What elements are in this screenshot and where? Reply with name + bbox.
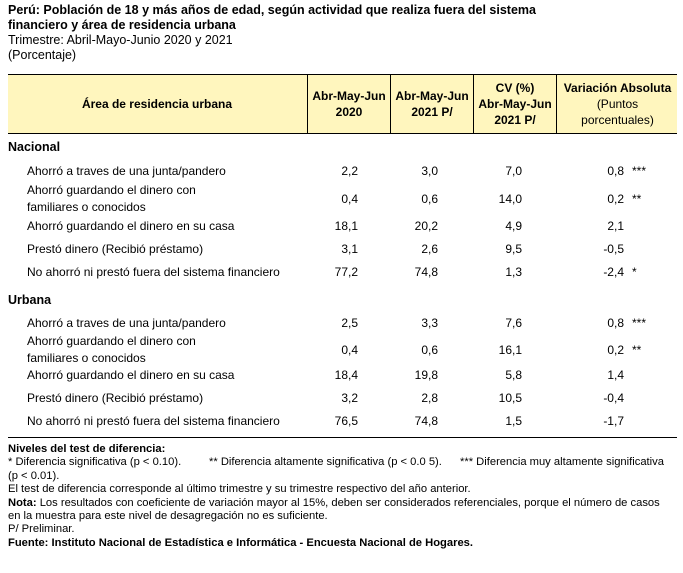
cell-cv: 10,5 [498, 391, 522, 405]
levels-title: Niveles del test de diferencia: [8, 443, 166, 455]
header-col-cv-line2: Abr-May-Jun [478, 97, 552, 111]
row-label: No ahorró ni prestó fuera del sistema financiero [27, 265, 280, 279]
cell-2020: 18,4 [334, 368, 358, 382]
cell-cv: 4,9 [505, 219, 522, 233]
table-row [0, 316, 683, 336]
table-row [0, 334, 683, 366]
cell-variation: 1,4 [607, 368, 624, 382]
cell-cv: 9,5 [505, 242, 522, 256]
header-col-variation-line3: porcentuales) [581, 113, 654, 127]
footnotes [8, 443, 680, 550]
cell-variation: -2,4 [603, 265, 624, 279]
significance-marker: ** [632, 343, 642, 357]
cell-2020: 76,5 [334, 414, 358, 428]
header-col-cv-line1: CV (%) [495, 81, 535, 95]
cell-2020: 18,1 [334, 219, 358, 233]
table-row [0, 265, 683, 285]
row-label: Ahorró guardando el dinero con [27, 183, 196, 197]
header-area [8, 75, 306, 133]
section-title-nacional: Nacional [8, 140, 61, 154]
significance-marker: * [632, 265, 637, 279]
row-label: No ahorró ni prestó fuera del sistema financiero [27, 414, 280, 428]
period-subtitle: Trimestre: Abril-Mayo-Junio 2020 y 2021 [8, 33, 233, 47]
cell-2020: 0,4 [341, 343, 358, 357]
cell-2020: 0,4 [341, 192, 358, 206]
row-label: Ahorró a traves de una junta/pandero [27, 316, 226, 330]
cell-cv: 16,1 [498, 343, 522, 357]
significance-legend [8, 456, 680, 469]
table-row [0, 164, 683, 184]
row-label: Prestó dinero (Recibió préstamo) [27, 242, 204, 256]
header-col-2021 [390, 75, 473, 133]
cell-cv: 1,3 [505, 265, 522, 279]
preliminary-note: P/ Preliminar. [8, 523, 75, 536]
cell-cv: 7,0 [505, 164, 522, 178]
row-label: Ahorró guardando el dinero en su casa [27, 219, 235, 233]
nota-text: Los resultados con coeficiente de variación mayor al 15%, deben ser considerados referenciales, porque el número de casos [36, 496, 660, 509]
cell-variation: 0,8 [607, 164, 624, 178]
header-col-2020-line1: Abr-May-Jun [312, 89, 386, 103]
table-header [8, 74, 677, 134]
row-label: Ahorró guardando el dinero con [27, 334, 196, 348]
cell-2021: 19,8 [414, 368, 438, 382]
cell-2021: 3,0 [421, 164, 438, 178]
row-label-line-2: familiares o conocidos [27, 200, 146, 214]
cell-2020: 3,2 [341, 391, 358, 405]
table-bottom-rule [8, 437, 677, 438]
source-note: Fuente: Instituto Nacional de Estadística e Informática - Encuesta Nacional de Hogares. [8, 536, 474, 549]
cell-variation: -0,4 [603, 391, 624, 405]
cell-cv: 14,0 [498, 192, 522, 206]
cell-variation: 0,8 [607, 316, 624, 330]
header-col-variation-line2: (Puntos [596, 97, 639, 111]
cell-variation: -1,7 [603, 414, 624, 428]
cell-2020: 77,2 [334, 265, 358, 279]
header-col-cv [473, 75, 556, 133]
section-title-urbana: Urbana [8, 293, 52, 307]
cell-2020: 2,5 [341, 316, 358, 330]
table-row [0, 391, 683, 411]
significance-legend-2: ** Diferencia altamente significativa (p < 0.0 5). [209, 456, 442, 469]
cell-2021: 74,8 [414, 414, 438, 428]
significance-marker: ** [632, 192, 642, 206]
cell-variation: -0,5 [603, 242, 624, 256]
cell-2021: 0,6 [421, 343, 438, 357]
header-col-2020 [307, 75, 390, 133]
table-row [0, 414, 683, 434]
table-row [0, 183, 683, 215]
nota-line-2: en la muestra para este nivel de desagregación no es suficiente. [8, 510, 328, 523]
table-row [0, 242, 683, 262]
row-label: Ahorró a traves de una junta/pandero [27, 164, 226, 178]
significance-legend-3-cont: (p < 0.01). [8, 469, 60, 482]
header-area-label: Área de residencia urbana [81, 97, 233, 111]
cell-variation: 2,1 [607, 219, 624, 233]
table-row [0, 368, 683, 388]
cell-2021: 3,3 [421, 316, 438, 330]
cell-2021: 20,2 [414, 219, 438, 233]
cell-cv: 7,6 [505, 316, 522, 330]
row-label: Ahorró guardando el dinero en su casa [27, 368, 235, 382]
test-note: El test de diferencia corresponde al último trimestre y su trimestre respectivo del año anterior. [8, 483, 471, 496]
table-title-block [8, 3, 678, 63]
header-col-2020-line2: 2020 [335, 105, 363, 119]
table-title-line-1: Perú: Población de 18 y más años de edad, según actividad que realiza fuera del sistema [8, 3, 536, 17]
table-row [0, 219, 683, 239]
cell-cv: 5,8 [505, 368, 522, 382]
header-col-cv-line3: 2021 P/ [494, 113, 536, 127]
nota-label: Nota: [8, 496, 37, 509]
cell-2020: 3,1 [341, 242, 358, 256]
header-col-2021-line2: 2021 P/ [411, 105, 453, 119]
row-label: Prestó dinero (Recibió préstamo) [27, 391, 204, 405]
header-col-variation-line1: Variación Absoluta [563, 81, 672, 95]
table-title-line-2: financiero y área de residencia urbana [8, 18, 236, 32]
significance-marker: *** [632, 316, 647, 330]
row-label-line-2: familiares o conocidos [27, 351, 146, 365]
cell-2021: 2,6 [421, 242, 438, 256]
significance-legend-3: *** Diferencia muy altamente significativa [460, 456, 664, 469]
cell-variation: 0,2 [607, 192, 624, 206]
nota-line-1 [8, 497, 680, 510]
significance-marker: *** [632, 164, 647, 178]
significance-legend-1: * Diferencia significativa (p < 0.10). [8, 456, 182, 469]
unit-subtitle: (Porcentaje) [8, 48, 77, 62]
cell-cv: 1,5 [505, 414, 522, 428]
cell-2021: 74,8 [414, 265, 438, 279]
header-col-2021-line1: Abr-May-Jun [395, 89, 469, 103]
cell-2020: 2,2 [341, 164, 358, 178]
header-col-variation [556, 75, 678, 133]
cell-variation: 0,2 [607, 343, 624, 357]
cell-2021: 2,8 [421, 391, 438, 405]
cell-2021: 0,6 [421, 192, 438, 206]
